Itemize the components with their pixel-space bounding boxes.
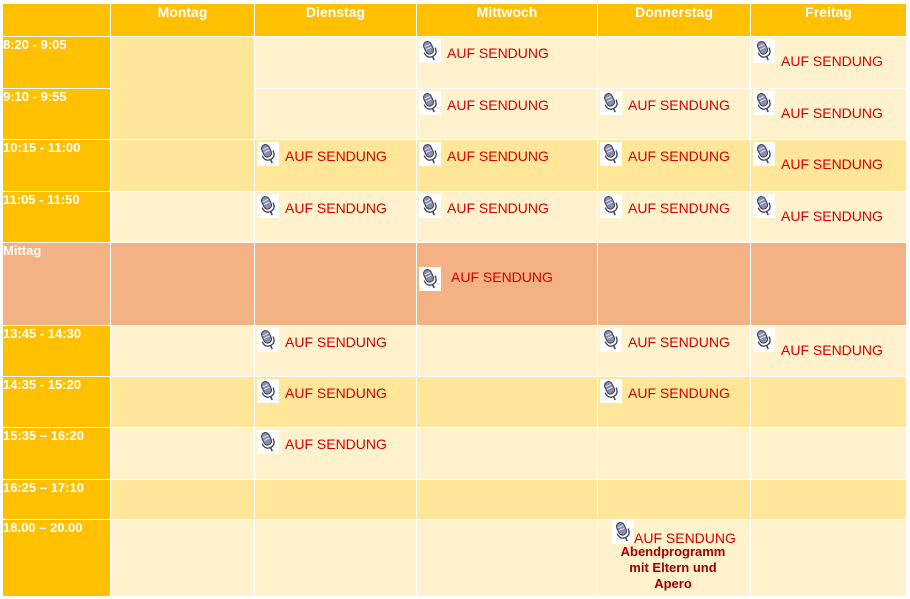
onair-label: AUF SENDUNG [447,199,549,216]
time-slot: 8:20 - 9:05 [3,37,111,88]
slot-cell [417,325,598,376]
onair-entry [598,89,750,115]
onair-label: AUF SENDUNG [634,530,736,547]
slot-cell [598,88,751,139]
microphone-icon [753,328,775,352]
slot-cell [255,140,417,191]
slot-cell [255,88,417,139]
onair-entry [417,243,597,291]
onair-entry [751,192,906,224]
microphone-icon [600,142,622,166]
slot-cell [598,191,751,242]
onair-label: AUF SENDUNG [781,53,883,70]
onair-entry [417,37,597,63]
slot-cell [598,377,751,428]
evening-note: Abendprogramm mit Eltern und Apero [620,544,726,592]
slot-cell [255,428,417,479]
slot-cell [111,140,255,191]
slot-cell [255,520,417,597]
microphone-icon [753,91,775,115]
microphone-icon [419,267,441,291]
onair-entry [417,140,597,166]
microphone-icon [600,194,622,218]
slot-cell [255,377,417,428]
onair-entry [255,140,416,166]
slot-cell [417,242,598,325]
onair-entry [751,37,906,69]
onair-label: AUF SENDUNG [285,333,387,350]
microphone-icon [257,194,279,218]
slot-cell [255,325,417,376]
header-corner [3,4,111,37]
slot-cell [111,242,255,325]
time-slot: 9:10 - 9:55 [3,88,111,139]
slot-cell [417,88,598,139]
table-row [3,479,907,519]
onair-entry [255,326,416,352]
slot-cell [598,520,751,597]
microphone-icon [257,379,279,403]
microphone-icon [600,91,622,115]
time-slot: 14:35 - 15:20 [3,377,111,428]
microphone-icon [419,91,441,115]
slot-cell [255,242,417,325]
slot-cell [598,479,751,519]
time-slot: 13:45 - 14:30 [3,325,111,376]
slot-cell [598,242,751,325]
day-header-dienstag: Dienstag [255,4,417,37]
table-row [3,37,907,88]
slot-cell [417,428,598,479]
header-row [3,4,907,37]
slot-cell [111,520,255,597]
microphone-icon [612,520,634,544]
time-slot: Mittag [3,242,111,325]
slot-cell [751,242,907,325]
slot-cell [751,88,907,139]
onair-label: AUF SENDUNG [447,45,549,62]
onair-entry [598,140,750,166]
table-row [3,520,907,597]
onair-label: AUF SENDUNG [628,199,730,216]
day-header-montag: Montag [111,4,255,37]
slot-cell [111,191,255,242]
slot-cell [255,37,417,88]
slot-cell [111,428,255,479]
slot-cell [751,377,907,428]
onair-label: AUF SENDUNG [628,333,730,350]
slot-cell [111,325,255,376]
onair-label: AUF SENDUNG [628,385,730,402]
day-header-donnerstag: Donnerstag [598,4,751,37]
slot-cell [751,428,907,479]
slot-cell [255,191,417,242]
onair-entry [598,520,750,546]
table-row [3,191,907,242]
slot-cell [751,479,907,519]
slot-cell [417,140,598,191]
slot-cell [417,377,598,428]
onair-label: AUF SENDUNG [451,268,553,285]
onair-label: AUF SENDUNG [628,96,730,113]
day-header-mittwoch: Mittwoch [417,4,598,37]
time-slot: 16:25 – 17:10 [3,479,111,519]
onair-label: AUF SENDUNG [781,104,883,121]
onair-entry [417,192,597,218]
onair-label: AUF SENDUNG [285,385,387,402]
table-row [3,377,907,428]
onair-entry [598,326,750,352]
onair-entry [255,428,416,454]
table-row [3,428,907,479]
microphone-icon [753,39,775,63]
slot-cell [751,191,907,242]
time-slot: 18.00 – 20.00 [3,520,111,597]
microphone-icon [600,328,622,352]
table-row [3,140,907,191]
table-row-lunch [3,242,907,325]
table-row [3,325,907,376]
slot-cell [598,140,751,191]
slot-cell [255,479,417,519]
microphone-icon [419,194,441,218]
day-header-freitag: Freitag [751,4,907,37]
onair-label: AUF SENDUNG [447,148,549,165]
slot-cell [751,37,907,88]
microphone-icon [753,142,775,166]
slot-cell [417,191,598,242]
slot-cell [111,479,255,519]
time-slot: 15:35 – 16:20 [3,428,111,479]
slot-cell [751,140,907,191]
onair-label: AUF SENDUNG [447,96,549,113]
onair-label: AUF SENDUNG [781,156,883,173]
onair-entry [751,326,906,358]
onair-label: AUF SENDUNG [628,148,730,165]
slot-cell [111,377,255,428]
onair-label: AUF SENDUNG [285,436,387,453]
schedule-table [2,3,907,597]
slot-cell [598,37,751,88]
onair-entry [751,89,906,121]
time-slot: 10:15 - 11:00 [3,140,111,191]
onair-label: AUF SENDUNG [781,207,883,224]
onair-label: AUF SENDUNG [285,199,387,216]
microphone-icon [419,142,441,166]
slot-cell [598,325,751,376]
microphone-icon [753,194,775,218]
slot-cell [751,520,907,597]
onair-entry [598,377,750,403]
microphone-icon [257,142,279,166]
microphone-icon [257,328,279,352]
onair-label: AUF SENDUNG [285,148,387,165]
microphone-icon [419,39,441,63]
time-slot: 11:05 - 11:50 [3,191,111,242]
onair-entry [417,89,597,115]
microphone-icon [600,379,622,403]
slot-cell [751,325,907,376]
onair-entry [751,140,906,172]
slot-cell-montag [111,37,255,140]
onair-entry [255,377,416,403]
slot-cell [598,428,751,479]
microphone-icon [257,430,279,454]
onair-entry [255,192,416,218]
slot-cell [417,479,598,519]
slot-cell [417,37,598,88]
onair-label: AUF SENDUNG [781,341,883,358]
onair-entry [598,192,750,218]
slot-cell [417,520,598,597]
